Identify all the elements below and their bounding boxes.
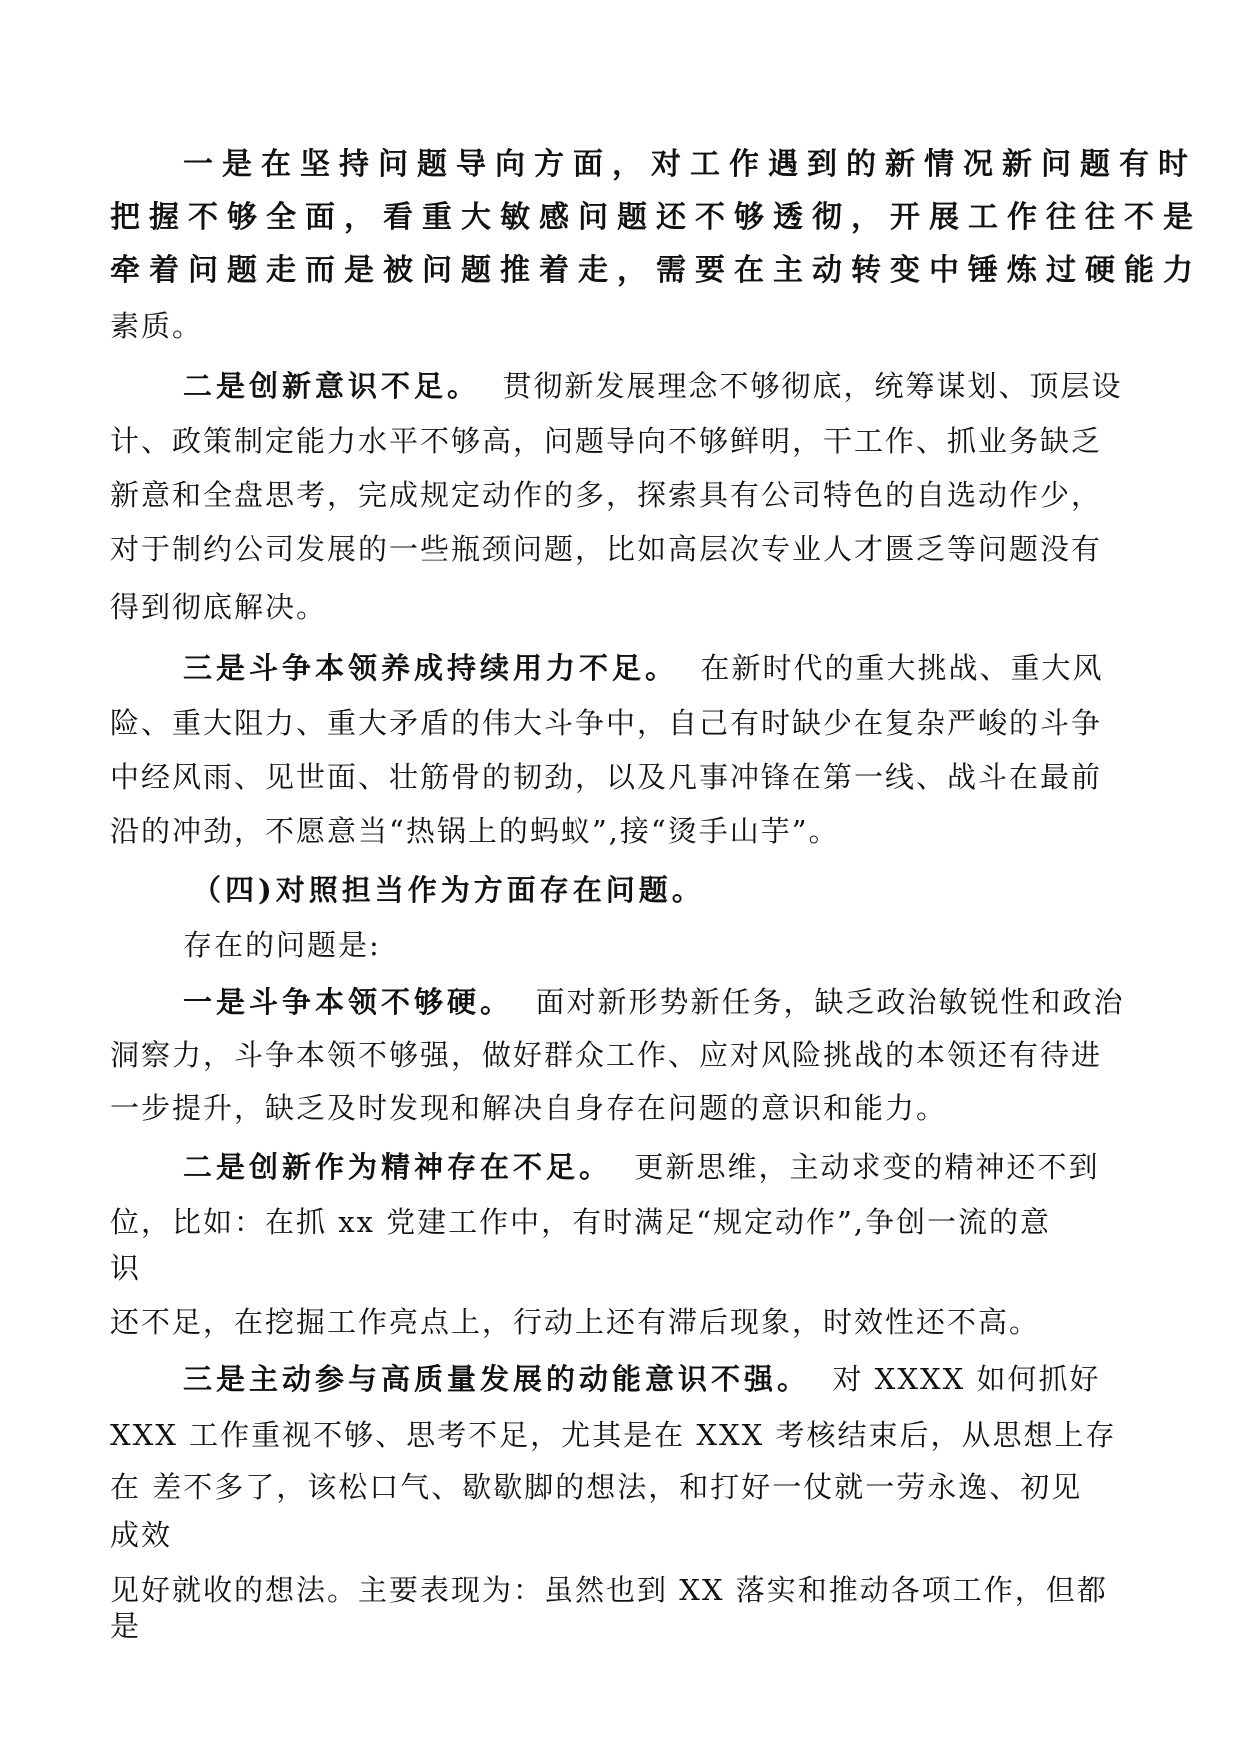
text-line: 牵着问题走而是被问题推着走，需要在主动转变中锤炼过硬能力	[110, 253, 1202, 288]
text-line: 洞察力，斗争本领不够强，做好群众工作、应对风险挑战的本领还有待进	[110, 1038, 1103, 1072]
text-line: 一是在坚持问题导向方面，对工作遇到的新情况新问题有时	[183, 147, 1197, 182]
text-line: 成效	[110, 1518, 173, 1552]
text-line: 险、重大阻力、重大矛盾的伟大斗争中，自己有时缺少在复杂严峻的斗争	[110, 706, 1103, 740]
text-line: 一是斗争本领不够硬。 面对新形势新任务，缺乏政治敏锐性和政治	[183, 985, 1125, 1019]
text-line: 把握不够全面，看重大敏感问题还不够透彻，开展工作往往不是	[110, 200, 1202, 235]
paragraph-heading: 一是斗争本领不够硬。	[183, 985, 514, 1019]
text-line: 沿的冲劲，不愿意当“热锅上的蚂蚁”,接“烫手山芋”。	[110, 814, 840, 848]
paragraph-heading: 二是创新意识不足。	[183, 369, 481, 403]
text-line: 见好就收的想法。主要表现为：虽然也到 XX 落实和推动各项工作，但都	[110, 1573, 1108, 1607]
text-line: 在 差不多了，该松口气、歇歇脚的想法，和打好一仗就一劳永逸、初见	[110, 1470, 1083, 1504]
paragraph-heading: 三是主动参与高质量发展的动能意识不强。	[183, 1362, 811, 1396]
text-line: 还不足，在挖掘工作亮点上，行动上还有滞后现象，时效性还不高。	[110, 1305, 1041, 1339]
paragraph-heading: 二是创新作为精神存在不足。	[183, 1150, 613, 1184]
text-line: 三是主动参与高质量发展的动能意识不强。 对 XXXX 如何抓好	[183, 1362, 1101, 1396]
paragraph-heading: 三是斗争本领养成持续用力不足。	[183, 651, 679, 685]
text-line: 是	[110, 1609, 142, 1643]
text-line: 对于制约公司发展的一些瓶颈问题，比如高层次专业人才匮乏等问题没有	[110, 532, 1103, 566]
text-line: 二是创新意识不足。 贯彻新发展理念不够彻底，统筹谋划、顶层设	[183, 369, 1123, 403]
text-line: 二是创新作为精神存在不足。 更新思维，主动求变的精神还不到	[183, 1150, 1100, 1184]
text-line: 一步提升，缺乏及时发现和解决自身存在问题的意识和能力。	[110, 1091, 948, 1125]
text-line: 得到彻底解决。	[110, 590, 328, 624]
text-line: 素质。	[110, 309, 204, 343]
text-line: 计、政策制定能力水平不够高，问题导向不够鲜明，干工作、抓业务缺乏	[110, 424, 1103, 458]
section-heading: （四)对照担当作为方面存在问题。	[192, 873, 705, 907]
text-line: 三是斗争本领养成持续用力不足。 在新时代的重大挑战、重大风	[183, 651, 1104, 685]
text-line: 存在的问题是:	[183, 928, 381, 962]
text-line: 位，比如：在抓 xx 党建工作中，有时满足“规定动作”,争创一流的意	[110, 1205, 1052, 1239]
text-line: 中经风雨、见世面、壮筋骨的韧劲，以及凡事冲锋在第一线、战斗在最前	[110, 760, 1103, 794]
text-line: XXX 工作重视不够、思考不足，尤其是在 XXX 考核结束后，从思想上存	[110, 1418, 1117, 1452]
text-line: 新意和全盘思考，完成规定动作的多，探索具有公司特色的自选动作少，	[110, 478, 1103, 512]
text-line: 识	[110, 1251, 142, 1285]
